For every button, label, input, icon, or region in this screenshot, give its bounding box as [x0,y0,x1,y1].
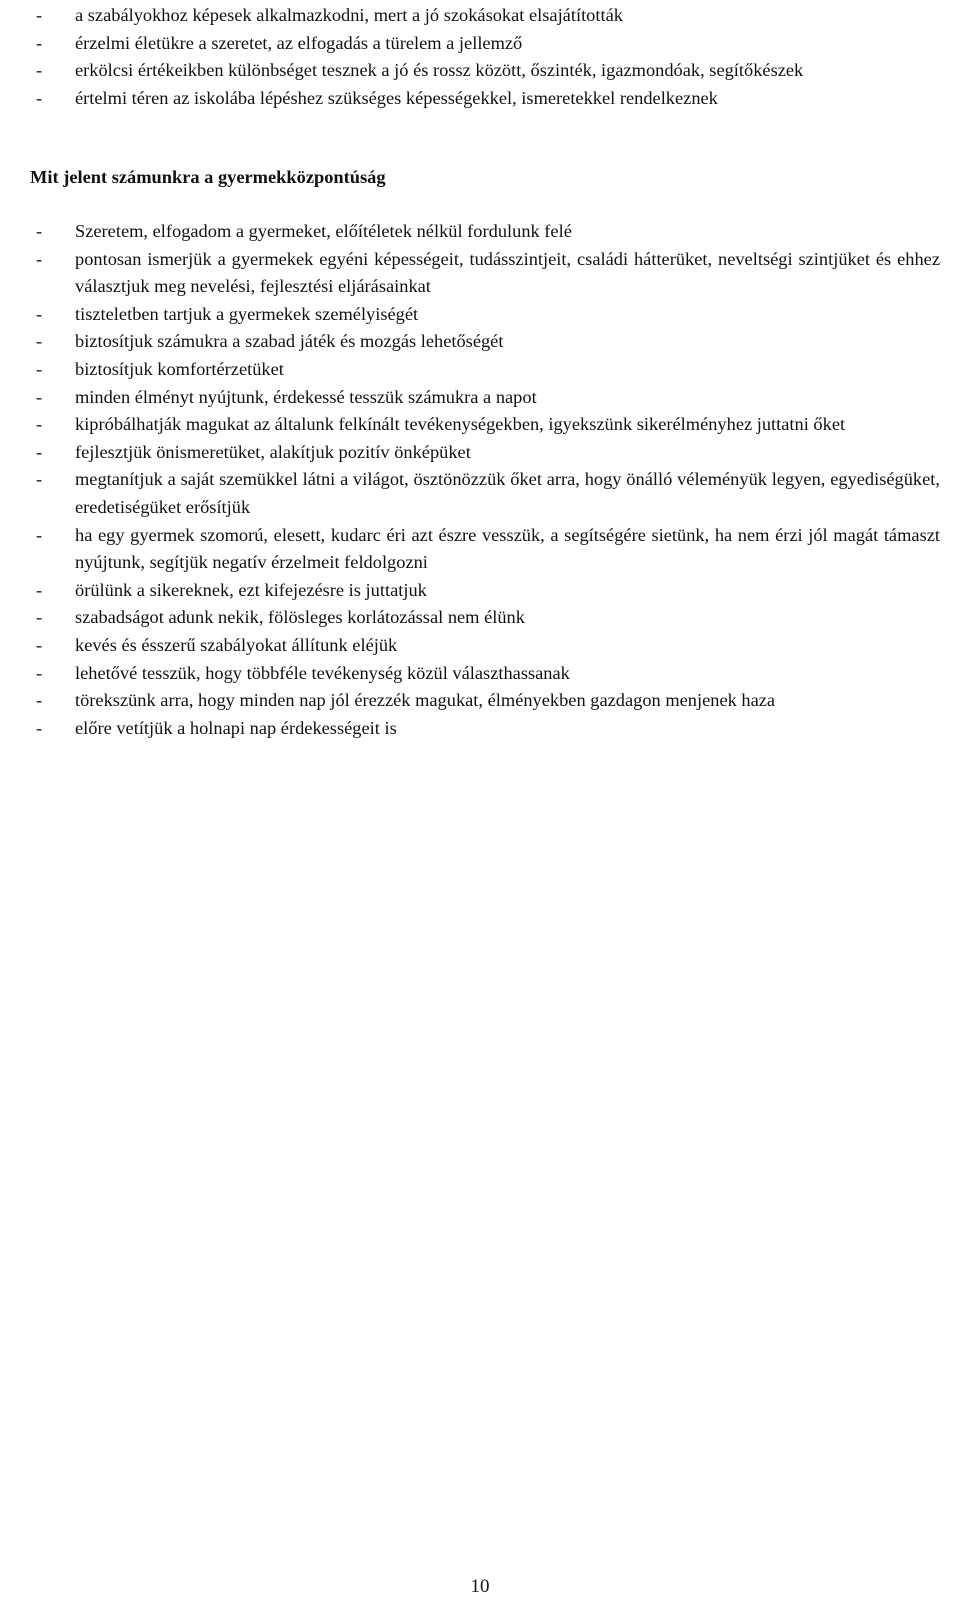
list-item [30,439,940,467]
bullet-dash: - [36,690,43,711]
list-item [30,2,940,30]
bullet-dash: - [36,662,43,683]
list-item-text: örülünk a sikereknek, ezt kifejezésre is juttatjuk [75,579,427,600]
bullet-dash: - [36,634,43,655]
bullet-dash: - [36,524,43,545]
list-item-text: erkölcsi értékeikben különbséget tesznek a jó és rossz között, őszinték, igazmondóak, segítőkészek [75,60,804,81]
list-item [30,687,940,715]
bullet-dash: - [36,358,43,379]
list-item [30,632,940,660]
list-item [30,411,940,439]
bullet-dash: - [36,331,43,352]
list-item [30,218,940,246]
list-item-text: értelmi téren az iskolába lépéshez szükséges képességekkel, ismeretekkel rendelkeznek [75,87,718,108]
list-item-text: a szabályokhoz képesek alkalmazkodni, mert a jó szokásokat elsajátították [75,5,623,25]
bullet-dash: - [36,221,43,241]
list-item [30,577,940,605]
list-item-text: pontosan ismerjük a gyermekek egyéni képességeit, tudásszintjeit, családi hátterüket, neveltségi szintjüket és ehhez választjuk meg nevelési, fejlesztési eljárásainkat [75,248,940,297]
list-item [30,604,940,632]
bullet-dash: - [36,303,43,324]
list-item [30,30,940,58]
page-number: 10 [470,1576,490,1597]
list-item-text: megtanítjuk a saját szemükkel látni a világot, ösztönözzük őket arra, hogy önálló véleményük legyen, egyediségüket, eredetiségüket erősítjük [75,469,940,517]
list-item-text: érzelmi életükre a szeretet, az elfogadás a türelem a jellemző [75,32,523,53]
bullet-dash: - [36,60,43,81]
list-item-text: biztosítjuk komfortérzetüket [75,358,284,379]
bullet-dash: - [36,414,43,435]
list-item-text: törekszünk arra, hogy minden nap jól érezzék magukat, élményekben gazdagon menjenek haza [75,690,776,711]
list-item-text: kipróbálhatják magukat az általunk felkínált tevékenységekben, igyekszünk sikerélményhez juttatni őket [75,414,846,435]
list-item-text: előre vetítjük a holnapi nap érdekességeit is [75,717,397,738]
bullet-dash: - [36,386,43,407]
bullet-dash: - [36,717,43,738]
list-item [30,522,940,577]
list-item [30,384,940,412]
bullet-dash: - [36,248,43,269]
bullet-dash: - [36,469,43,490]
list-item-text: Szeretem, elfogadom a gyermeket, előítéletek nélkül fordulunk felé [75,221,572,241]
list-item [30,328,940,356]
bullet-dash: - [36,87,43,108]
bullet-dash: - [36,32,43,53]
section-list [30,218,940,742]
list-item-text: ha egy gyermek szomorú, elesett, kudarc éri azt észre vesszük, a segítségére sietünk, ha nem érzi jól magát támaszt nyújtunk, segítjük negatív érzelmeit feldolgozni [75,524,940,573]
list-item [30,57,940,85]
bullet-dash: - [36,579,43,600]
list-item [30,301,940,329]
list-item-text: fejlesztjük önismeretüket, alakítjuk pozitív önképüket [75,441,471,462]
intro-list [30,2,940,112]
list-item [30,356,940,384]
list-item [30,85,940,113]
list-item [30,466,940,521]
list-item-text: biztosítjuk számukra a szabad játék és mozgás lehetőségét [75,331,504,352]
bullet-dash: - [36,5,43,25]
list-item-text: minden élményt nyújtunk, érdekessé tesszük számukra a napot [75,386,537,407]
list-item [30,660,940,688]
list-item [30,246,940,301]
list-item-text: lehetővé tesszük, hogy többféle tevékenység közül választhassanak [75,662,570,683]
bullet-dash: - [36,441,43,462]
list-item-text: tiszteletben tartjuk a gyermekek személyiségét [75,303,419,324]
list-item [30,715,940,743]
section-heading: Mit jelent számunkra a gyermekközpontúság [30,167,386,187]
list-item-text: szabadságot adunk nekik, fölösleges korlátozással nem élünk [75,607,525,628]
list-item-text: kevés és ésszerű szabályokat állítunk eléjük [75,634,398,655]
bullet-dash: - [36,607,43,628]
